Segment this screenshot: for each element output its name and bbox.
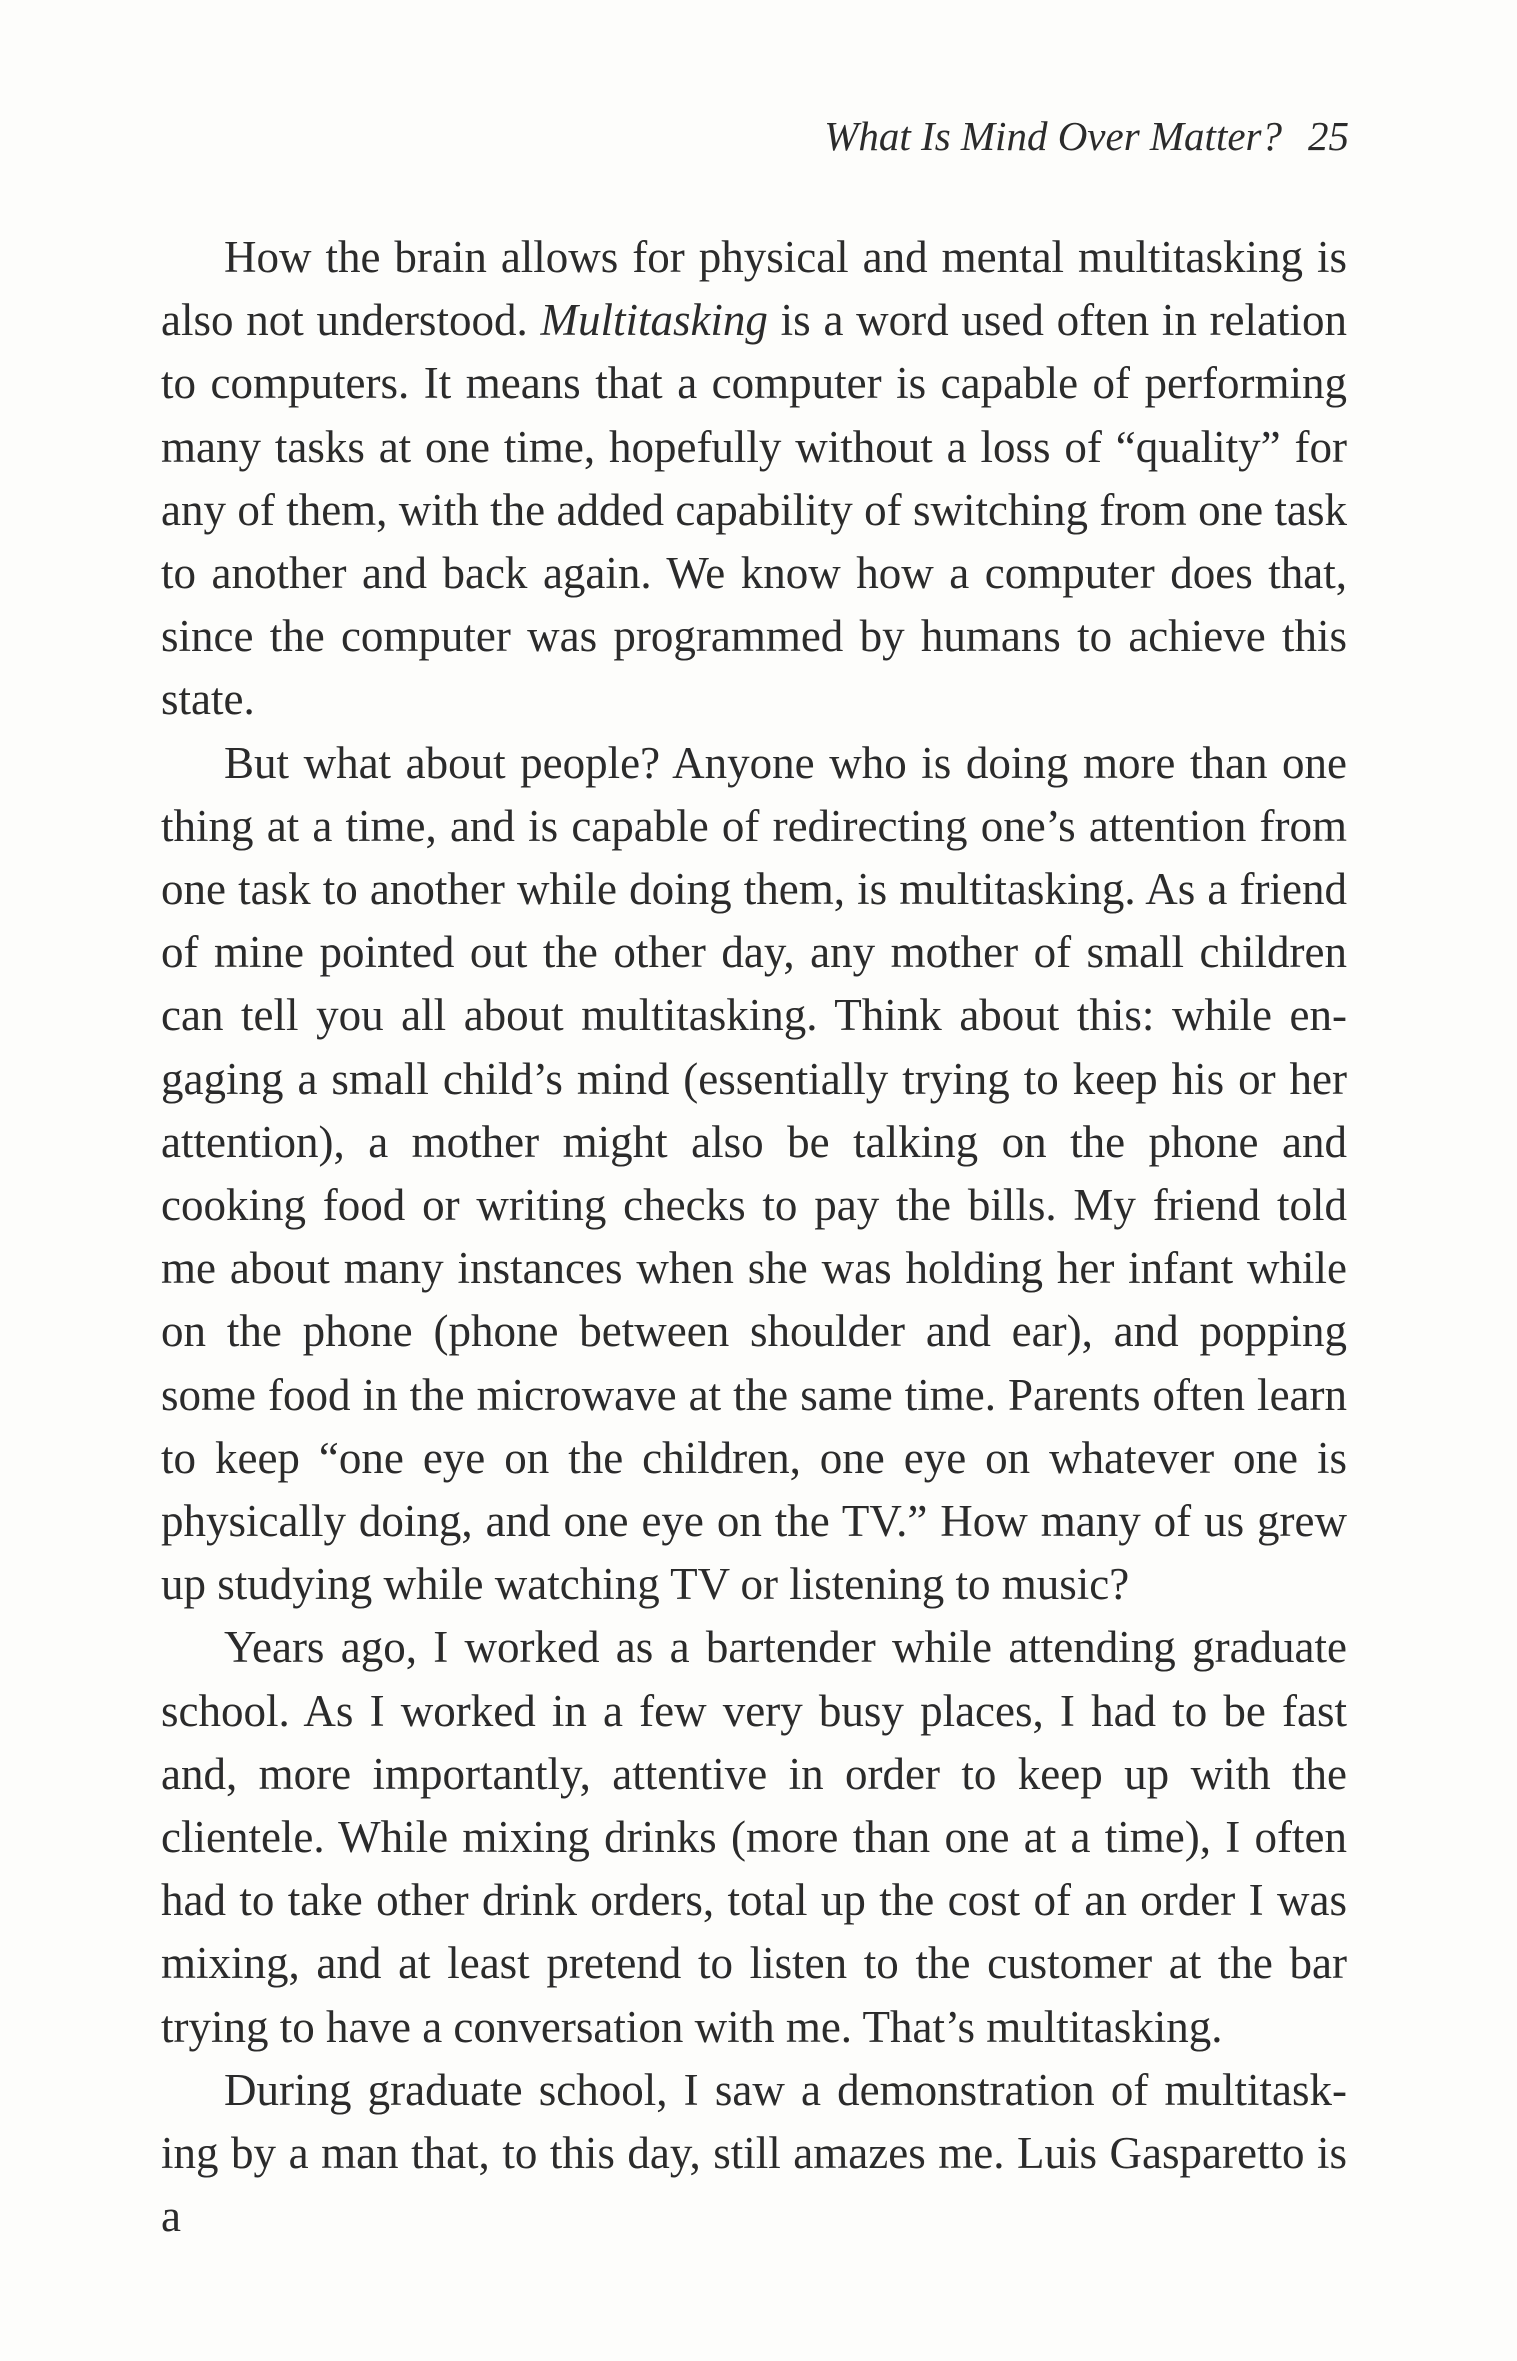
paragraph-4: During graduate school, I saw a demonstration of multitasking by a man that, to this day, still amazes me. Luis Gasparetto is a	[161, 2064, 1347, 2242]
paragraph-3: Years ago, I worked as a bartender while attending graduate school. As I worked in a few very busy places, I had to be fast and, more importantly, attentive in order to keep up with the clientele. While mixing drinks (more than one at a time), I often had to take other drink orders, total up the cost of an order I was mixing, and at least pretend to listen to the customer at the bar trying to have a conversation with me. That’s multitasking.	[161, 1622, 1347, 2052]
page-number: 25	[1308, 113, 1349, 159]
paragraph-1-rest: is a word used often in relation to computers. It means that a computer is capable of performing many tasks at one time, hopefully without a loss of “quality” for any of them, with the added capability of switching from one task to another and back again. We know how a computer does that, since the computer was programmed by humans to achieve this state.	[161, 295, 1348, 725]
running-head-title: What Is Mind Over Matter?	[824, 113, 1282, 159]
running-head	[824, 112, 1349, 160]
body-text	[161, 226, 1347, 2249]
paragraph-1	[161, 226, 1347, 732]
paragraph-1-start: How the brain allows for physical and mental multitasking is also not understood.	[161, 232, 1347, 346]
paragraph-2: But what about people? Anyone who is doing more than one thing at a time, and is capable of redirecting one’s attention from one task to another while doing them, is multitasking. As a friend of mine pointed out the other day, any mother of small children can tell you all about multitasking. Think about this: while engaging a small child’s mind (essentially trying to keep his or her attention), a mother might also be talking on the phone and cooking food or writing checks to pay the bills. My friend told me about many instances when she was holding her infant while on the phone (phone between shoulder and ear), and popping some food in the microwave at the same time. Parents often learn to keep “one eye on the children, one eye on whatever one is physically doing, and one eye on the TV.” How many of us grew up studying while watching TV or listening to music?	[161, 737, 1347, 1610]
paragraph-1-italic-term: Multitasking	[540, 295, 768, 346]
